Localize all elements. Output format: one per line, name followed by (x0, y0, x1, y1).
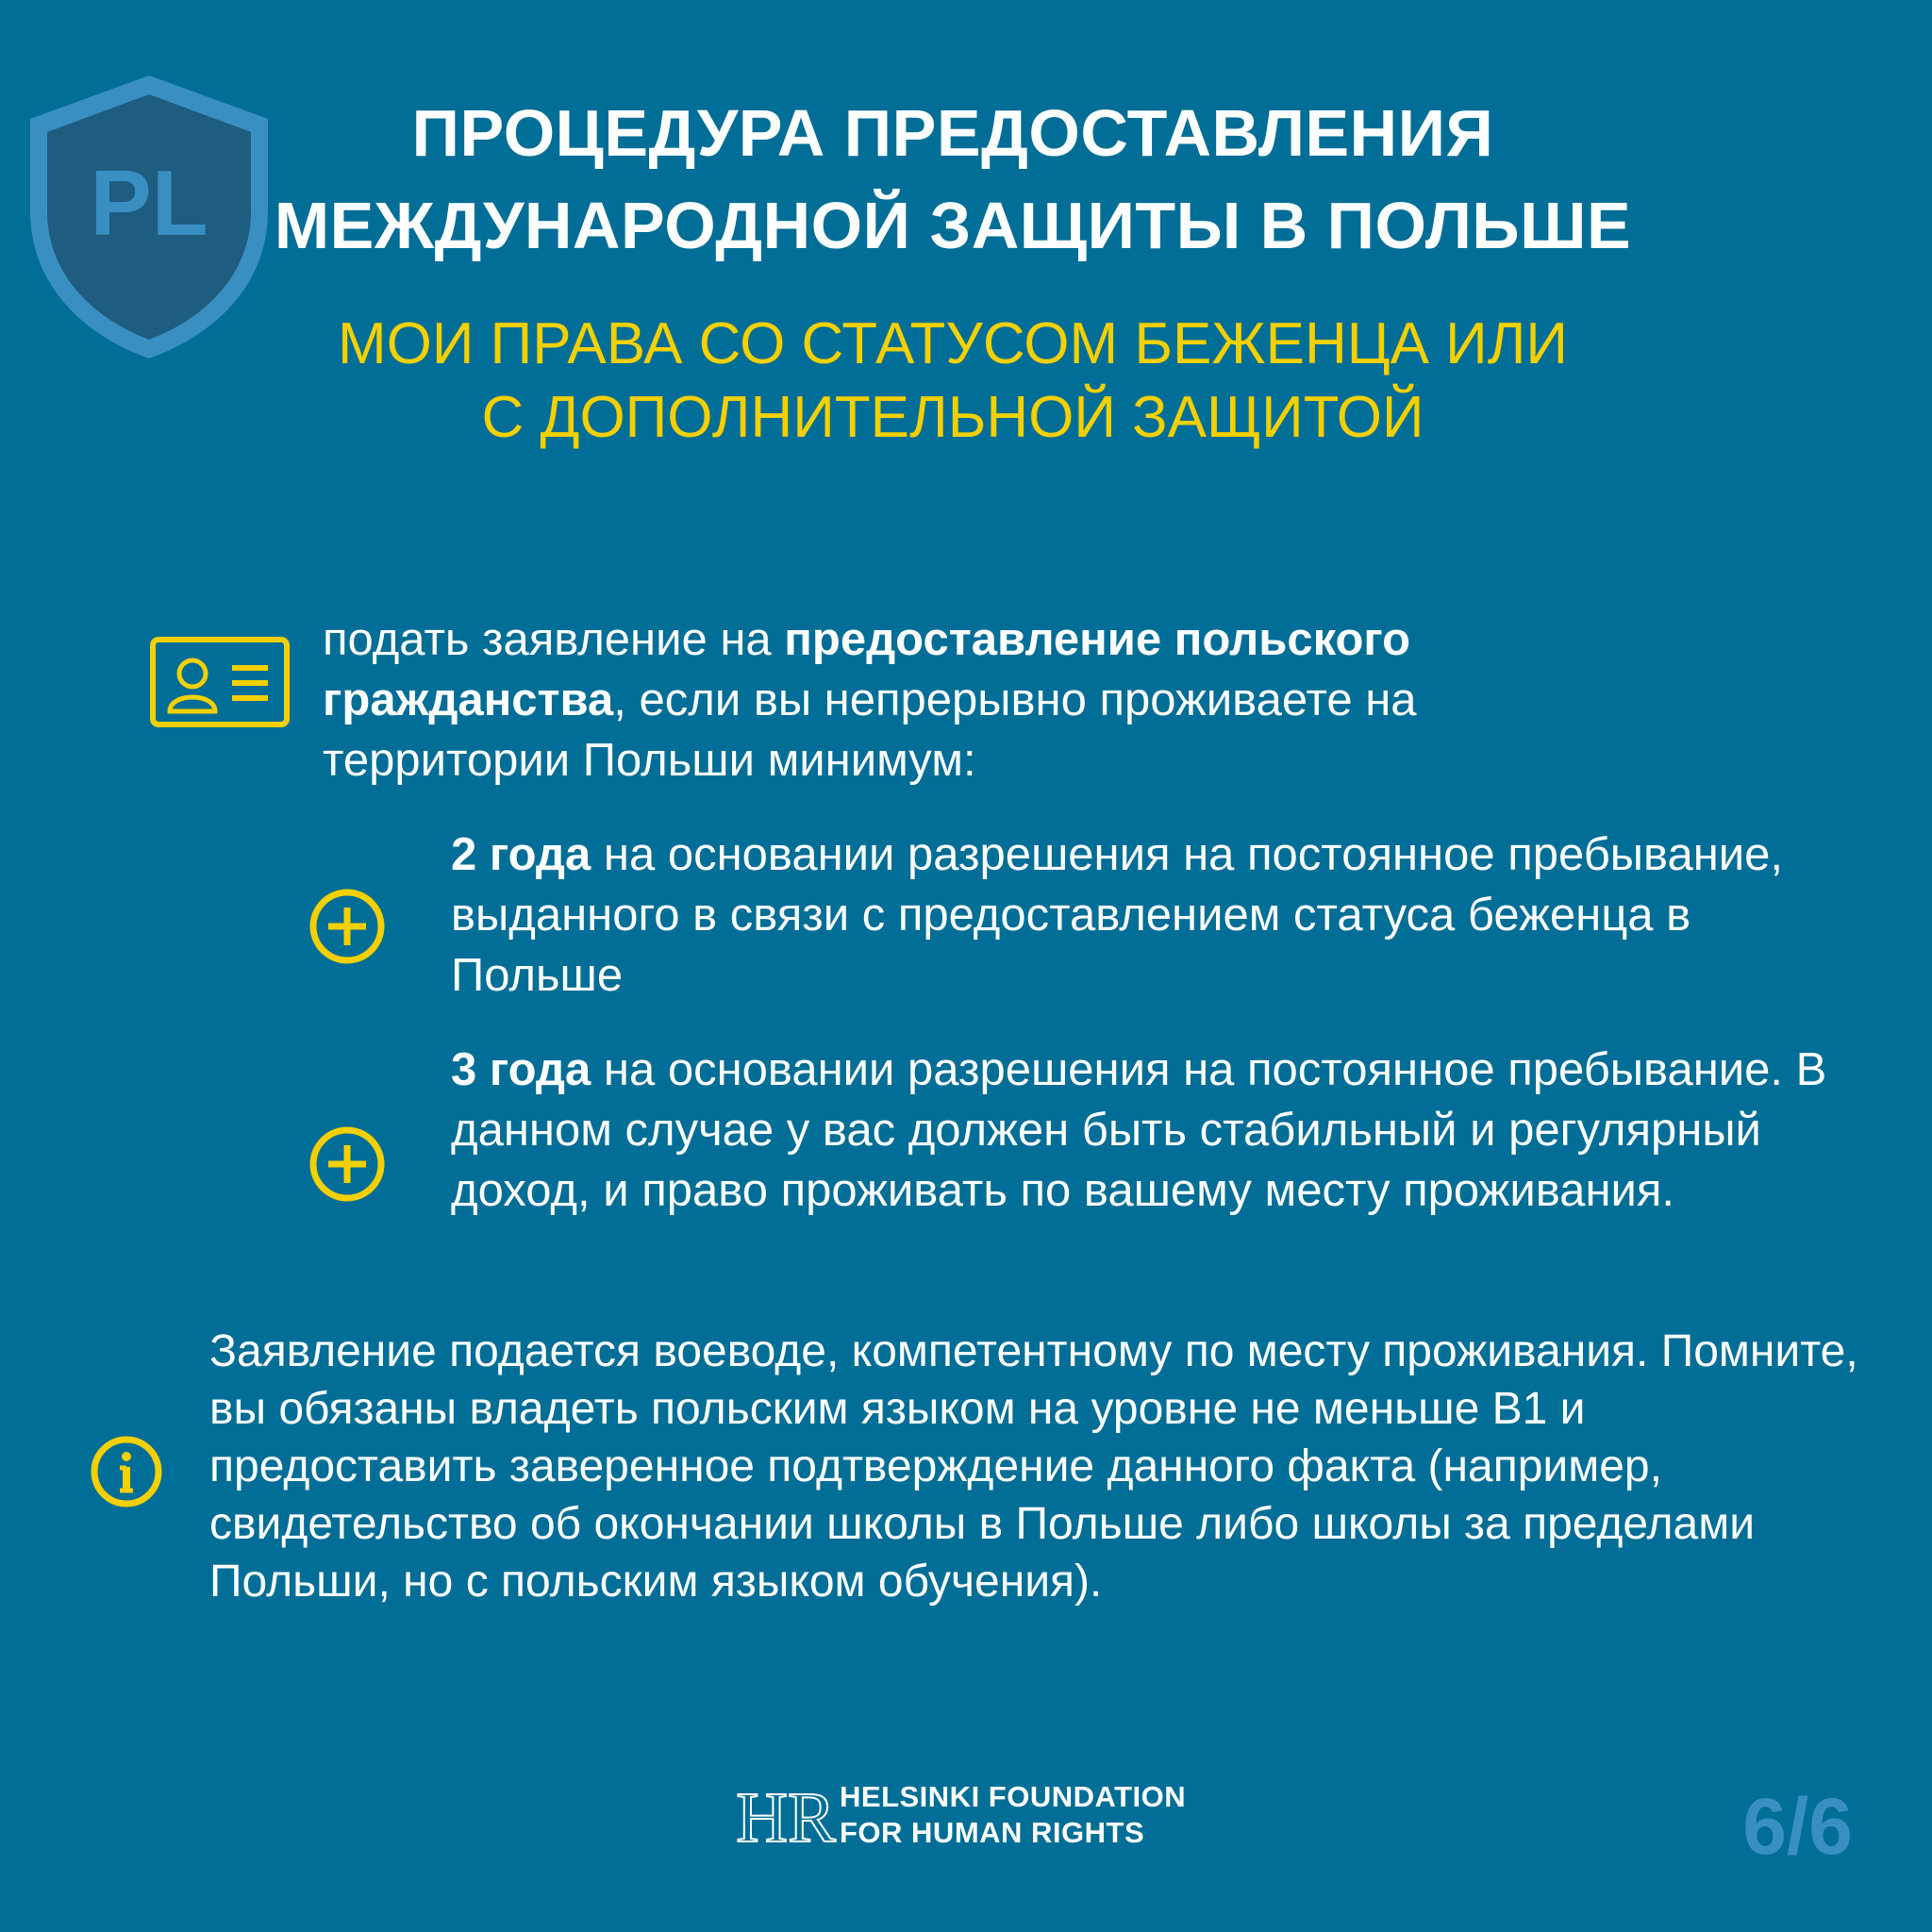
title-line-1: ПРОЦЕДУРА ПРЕДОСТАВЛЕНИЯ (411, 96, 1494, 170)
shield-text: PL (90, 151, 208, 255)
intro-part-2: , если вы непрерывно проживаете на территории Польши минимум: (323, 675, 1417, 786)
item-duration: 2 года (451, 829, 591, 880)
plus-circle-icon (308, 887, 387, 966)
list-item (451, 1040, 1847, 1221)
intro-text (323, 609, 1662, 791)
pl-shield-logo (25, 70, 274, 364)
plus-circle-icon (308, 1124, 387, 1204)
foundation-name (840, 1779, 1186, 1851)
info-icon (89, 1434, 164, 1509)
id-card-icon (149, 636, 291, 728)
page-number: 6/6 (1742, 1782, 1853, 1871)
item-text: на основании разрешения на постоянное пребывание, выданного в связи с предоставлением статуса беженца в Польше (451, 829, 1784, 1001)
page-title (264, 87, 1641, 272)
item-text: на основании разрешения на постоянное пребывание. В данном случае у вас должен быть стабильный и регулярный доход, и право проживать по вашему месту проживания. (451, 1044, 1827, 1216)
hr-logo-mark (736, 1778, 836, 1857)
page-subtitle (264, 308, 1641, 455)
subtitle-line-2: С ДОПОЛНИТЕЛЬНОЙ ЗАЩИТОЙ (481, 385, 1424, 450)
hr-mark-text: HR (736, 1778, 836, 1857)
intro-bold: предоставление польского гражданства (323, 614, 1411, 725)
item-duration: 3 года (451, 1044, 591, 1095)
list-item (451, 824, 1847, 1006)
helsinki-foundation-logo (736, 1778, 1187, 1857)
info-note: Заявление подается воеводе, компетентному по месту проживания. Помните, вы обязаны владеть польским языком на уровне не меньше В1 и предоставить заверенное подтверждение данного факта (например, свидетельство об окончании школы в Польше либо школы за пределами Польши, но с польским языком обучения). (209, 1326, 1858, 1607)
title-line-2: МЕЖДУНАРОДНОЙ ЗАЩИТЫ В ПОЛЬШЕ (274, 189, 1632, 262)
foundation-line-2: FOR HUMAN RIGHTS (840, 1816, 1145, 1849)
foundation-line-1: HELSINKI FOUNDATION (840, 1780, 1187, 1813)
subtitle-line-1: МОИ ПРАВА СО СТАТУСОМ БЕЖЕНЦА ИЛИ (338, 311, 1568, 376)
intro-part-1: подать заявление на (323, 614, 785, 665)
